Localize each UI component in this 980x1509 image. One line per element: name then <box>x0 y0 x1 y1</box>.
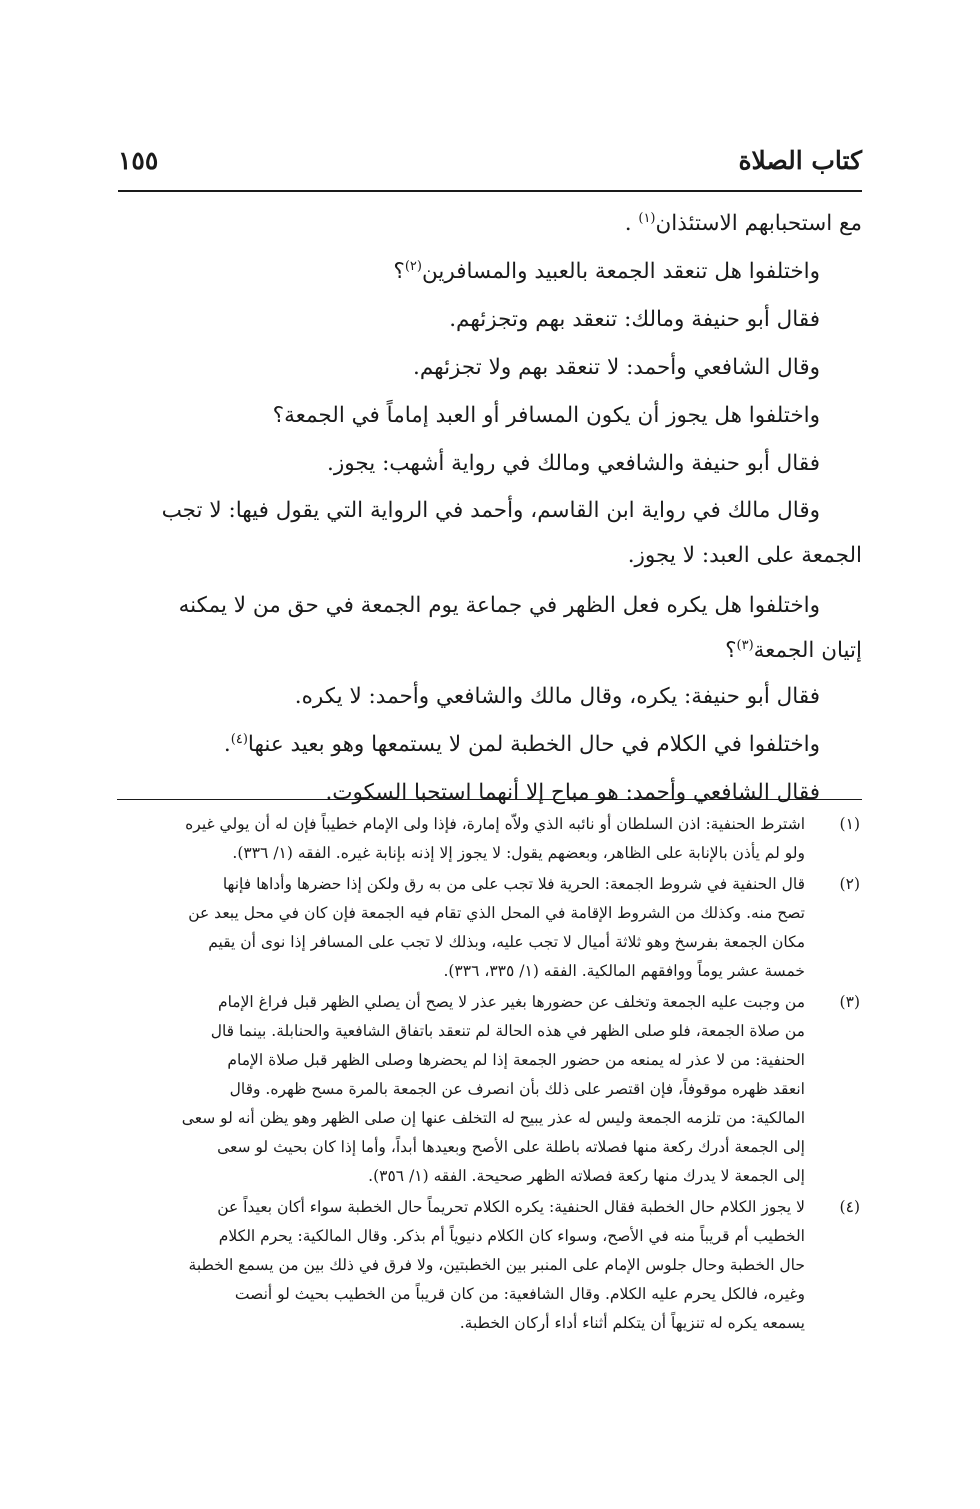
paragraph-11: فقال الشافعي وأحمد: هو مباح إلا أنهما استحبا السكوت. <box>325 780 820 805</box>
footnote-line: قال الحنفية في شروط الجمعة: الحرية فلا تجب على من به رق ولكن إذا حضرها وأداها فإنها <box>222 875 805 893</box>
footnote-line: يسمعه يكره له تنزيهاً أن يتكلم أثناء أداء أركان الخطبة. <box>459 1314 805 1332</box>
main-text <box>118 200 862 817</box>
paragraph-8-line-1: واختلفوا هل يكره فعل الظهر في جماعة يوم الجمعة في حق من لا يمكنه <box>178 593 820 618</box>
paragraph-8-line-2: إتيان الجمعة$^{(٣)}$؟ <box>725 637 862 663</box>
footnote-line: اشترط الحنفية: اذن السلطان أو نائبه الذي ولاّه إمارة، فإذا ولى الإمام خطيباً فإن له أن يولي غيره <box>185 815 805 833</box>
footnote-line: من صلاة الجمعة، فلو صلى الظهر في هذه الحالة لم تنعقد باتفاق الشافعية والحنابلة. بينما قال <box>210 1022 805 1040</box>
paragraph-4: وقال الشافعي وأحمد: لا تنعقد بهم ولا تجزئهم. <box>413 355 820 380</box>
footnote-line: لا يجوز الكلام حال الخطبة فقال الحنفية: يكره الكلام تحريماً حال الخطبة سواء أكان بعيداً عن <box>217 1198 805 1216</box>
footnote-number: (٤) <box>839 1198 860 1216</box>
page-header <box>118 146 862 196</box>
footnote-line: تصح منه. وكذلك من الشروط الإقامة في المحل الذي تقام فيه الجمعة فإن كان في محل يبعد عن <box>188 904 805 922</box>
footnote-ref[interactable]: (٣) <box>736 637 754 653</box>
page-number: ١٥٥ <box>118 146 159 175</box>
footnote-line: حال الخطبة وحال جلوس الإمام على المنبر بين الخطبتين، ولا فرق في ذلك بين من يسمع الخطبة <box>188 1256 805 1274</box>
paragraph-7-line-1: وقال مالك في رواية ابن القاسم، وأحمد في الرواية التي يقول فيها: لا تجب <box>161 498 820 523</box>
footnote-number: (٢) <box>839 875 860 893</box>
header-divider <box>118 190 862 192</box>
paragraph-5: واختلفوا هل يجوز أن يكون المسافر أو العبد إماماً في الجمعة؟ <box>272 403 820 428</box>
footnote-line: انعقد ظهره موقوفاً، فإن اقتصر على ذلك بأن انصرف عن الجمعة بالمرة مسح ظهره. وقال <box>229 1080 805 1098</box>
footnotes <box>118 810 860 1340</box>
footnote-line: الخطيب أم قريباً منه في الأصح، وسواء كان الكلام دنيوياً أم بذكر. وقال المالكية: يحرم الكلام <box>218 1227 805 1245</box>
paragraph-3: فقال أبو حنيفة ومالك: تنعقد بهم وتجزئهم. <box>449 307 820 332</box>
footnote-ref[interactable]: (٢) <box>404 258 422 274</box>
footnote-line: إلى الجمعة لا يدرك منها ركعة فصلاته الظهر صحيحة. الفقه (١/ ٣٥٦). <box>368 1167 805 1185</box>
footnote-3 <box>118 988 860 1191</box>
footnote-4 <box>118 1193 860 1338</box>
paragraph-10: واختلفوا في الكلام في حال الخطبة لمن لا يستمعها وهو بعيد عنها$^{(٤)}$. <box>223 731 820 757</box>
footnote-ref[interactable]: (٤) <box>230 731 248 747</box>
footnote-line: وغيره، فالكل يحرم عليه الكلام. وقال الشافعية: من كان قريباً من الخطيب بحيث لو أنصت <box>234 1285 805 1303</box>
footnote-line: المالكية: من تلزمه الجمعة وليس له عذر يبيح له التخلف عنها إن صلى الظهر وهو يظن أنه لو سعى <box>181 1109 805 1127</box>
paragraph-1: مع استحبابهم الاستئذان$^{(١)}$ . <box>624 210 862 236</box>
footnote-line: إلى الجمعة أدرك ركعة منها فصلاته باطلة على الأصح وبعيدها أبداً، وأما إذا كان بحيث لو سعى <box>217 1138 805 1156</box>
footnote-number: (١) <box>839 815 860 833</box>
paragraph-7-line-2: الجمعة على العبد: لا يجوز. <box>627 543 862 568</box>
book-title: كتاب الصلاة <box>738 146 862 175</box>
footnote-ref[interactable]: (١) <box>638 210 656 226</box>
footnote-line: خمسة عشر يوماً ووافقهم المالكية. الفقه (١/ ٣٣٥، ٣٣٦). <box>443 962 805 980</box>
footnote-1 <box>118 810 860 868</box>
paragraph-9: فقال أبو حنيفة: يكره، وقال مالك والشافعي وأحمد: لا يكره. <box>294 684 820 709</box>
footnote-line: مكان الجمعة بفرسخ وهو ثلاثة أميال لا تجب عليه، وبذلك لا تجب على المسافر إذا نوى أن يقيم <box>208 933 805 951</box>
paragraph-2: واختلفوا هل تنعقد الجمعة بالعبيد والمسافرين$^{(٢)}$؟ <box>393 258 820 284</box>
footnote-line: من وجبت عليه الجمعة وتخلف عن حضورها بغير عذر لا يصح أن يصلي الظهر قبل فراغ الإمام <box>217 993 805 1011</box>
footnote-2 <box>118 870 860 986</box>
footnote-line: ولو لم يأذن بالإنابة على الظاهر، وبعضهم يقول: لا يجوز إلا إذنه بإنابة غيره. الفقه (١/ ٣٣٦). <box>232 844 805 862</box>
paragraph-6: فقال أبو حنيفة والشافعي ومالك في رواية أشهب: يجوز. <box>327 451 820 476</box>
footnote-line: الحنفية: من لا عذر له يمنعه من حضور الجمعة إذا لم يحضرها وصلى الظهر قبل صلاة الإمام <box>227 1051 805 1069</box>
footnote-divider <box>117 799 862 800</box>
footnote-number: (٣) <box>839 993 860 1011</box>
